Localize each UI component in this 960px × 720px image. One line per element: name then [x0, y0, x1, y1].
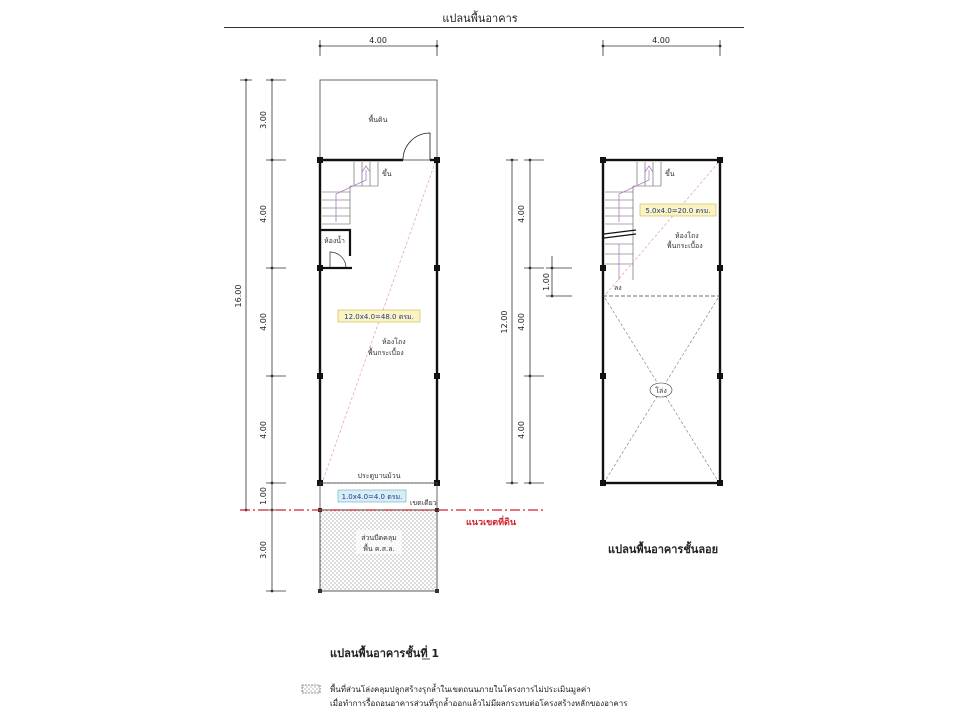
- area-front-text: 1.0x4.0=4.0 ตรม.: [341, 493, 403, 501]
- mezz-dim-seg-3: 4.00: [517, 421, 526, 439]
- mezz-step-dimension: [542, 256, 572, 297]
- legend: [302, 683, 628, 708]
- void-label: โล่ง: [655, 387, 667, 395]
- mezz-dim-seg-1: 4.00: [517, 205, 526, 223]
- mezz-dim-seg-2: 4.00: [517, 313, 526, 331]
- mezz-width-dim: 4.00: [652, 36, 670, 45]
- mezz-hall-label: ห้องโถง: [675, 232, 699, 240]
- mezzanine-caption: แปลนพื้นอาคารชั้นลอย: [608, 543, 719, 556]
- mezz-step-dim: 1.00: [542, 273, 551, 291]
- ground-dim-seg-1: 3.00: [259, 111, 268, 129]
- ground-floor-caption: แปลนพื้นอาคารชั้นที่ 1: [330, 647, 440, 660]
- property-line-label: แนวเขตที่ดิน: [466, 518, 517, 528]
- hall-label: ห้องโถง: [382, 338, 406, 346]
- setback-label: เขตเดียว: [410, 499, 437, 507]
- ground-stair-up-label: ขึ้น: [382, 170, 392, 178]
- ground-width-dim: 4.00: [369, 36, 387, 45]
- mezz-width-dimension: [602, 36, 722, 56]
- mezz-stair-up-label: ขึ้น: [665, 170, 675, 178]
- ground-dim-seg-4: 4.00: [259, 421, 268, 439]
- ground-dim-seg-3: 4.00: [259, 313, 268, 331]
- ground-segment-dimensions: [259, 79, 286, 593]
- ground-dim-seg-2: 4.00: [259, 205, 268, 223]
- legend-line-1: พื้นที่ส่วนโล่งคลุมปลูกสร้างรุกล้ำในเขตถนนภายในโครงการไม่ประเมินมูลค่า: [330, 685, 591, 694]
- mezz-area-diagonal: [606, 163, 718, 294]
- area-main-text: 12.0x4.0=48.0 ตรม.: [344, 313, 414, 321]
- mezz-area-text: 5.0x4.0=20.0 ตรม.: [645, 207, 711, 215]
- legend-line-2: เมื่อทำการรื้อถอนอาคารส่วนที่รุกล้ำออกแล้วไม่มีผลกระทบต่อโครงสร้างหลักของอาคาร: [330, 699, 628, 708]
- ground-dim-seg-5: 1.00: [259, 487, 268, 505]
- hall-floor-label: พื้นกระเบื้อง: [368, 349, 404, 357]
- mezz-hall-floor-label: พื้นกระเบื้อง: [667, 242, 703, 250]
- legend-swatch: [302, 685, 320, 693]
- ground-staircase: [322, 162, 378, 224]
- encroach-label-1: ส่วนบีดคลุม: [361, 534, 397, 542]
- mezz-segment-dimensions: [517, 159, 544, 485]
- mezz-total-dim: 12.00: [500, 310, 509, 334]
- front-yard-label: พื้นดิน: [368, 116, 388, 124]
- ground-total-dim: 16.00: [234, 284, 243, 308]
- ground-width-dimension: [319, 36, 439, 56]
- mezz-total-dimension: [500, 159, 518, 485]
- ground-dim-seg-6: 3.00: [259, 541, 268, 559]
- mezz-stair-down-label: ลง: [614, 284, 622, 292]
- mezz-staircase: [604, 162, 661, 280]
- page-title: แปลนพื้นอาคาร: [442, 12, 518, 25]
- encroach-label-2: พื้น ค.ส.ล.: [363, 545, 395, 553]
- toilet-door-swing: [330, 252, 346, 268]
- rolling-door-label: ประตูบานม้วน: [357, 472, 401, 480]
- ground-total-dimension: [234, 79, 252, 512]
- entry-door-swing: [403, 133, 430, 160]
- toilet-label: ห้องน้ำ: [324, 237, 345, 245]
- toilet-walls: [320, 230, 352, 268]
- mezzanine-plan: [500, 36, 723, 486]
